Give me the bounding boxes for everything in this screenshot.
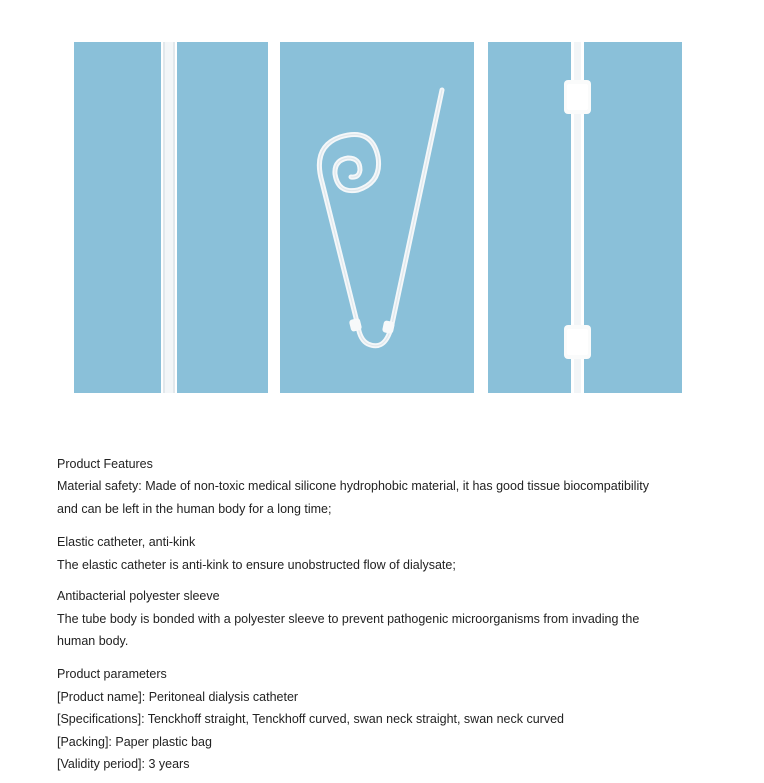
elastic-catheter-text: The elastic catheter is anti-kink to ensure unobstructed flow of dialysate; <box>57 557 456 572</box>
swan-neck-curved-catheter-icon <box>280 42 474 393</box>
elastic-catheter-block <box>57 531 717 576</box>
straight-catheter-icon <box>74 42 268 393</box>
antibacterial-sleeve-text-line-1: The tube body is bonded with a polyester sleeve to prevent pathogenic microorganisms from invading the <box>57 611 640 626</box>
product-photo-straight <box>74 42 268 393</box>
product-parameters-block <box>57 663 717 776</box>
product-photo-curved <box>280 42 474 393</box>
material-safety-text-line-2: and can be left in the human body for a long time; <box>57 501 332 516</box>
material-safety-block <box>57 475 717 520</box>
product-parameters-heading: Product parameters <box>57 667 167 681</box>
product-photo-cuffs <box>488 42 682 393</box>
product-features-heading: Product Features <box>57 457 153 471</box>
antibacterial-sleeve-text-line-2: human body. <box>57 634 129 648</box>
param-specifications: [Specifications]: Tenckhoff straight, Tenckhoff curved, swan neck straight, swan neck curved <box>57 712 564 726</box>
material-safety-text-line-1: Material safety: Made of non-toxic medical silicone hydrophobic material, it has good tissue biocompatibility <box>57 479 649 493</box>
param-product-name: [Product name]: Peritoneal dialysis catheter <box>57 689 299 704</box>
param-packing: [Packing]: Paper plastic bag <box>57 734 212 749</box>
param-validity-period: [Validity period]: 3 years <box>57 757 190 771</box>
catheter-cuffs-icon <box>488 42 682 393</box>
antibacterial-sleeve-block <box>57 585 717 653</box>
product-features-section <box>57 453 717 476</box>
elastic-catheter-title: Elastic catheter, anti-kink <box>57 535 196 549</box>
antibacterial-sleeve-title: Antibacterial polyester sleeve <box>57 589 220 603</box>
